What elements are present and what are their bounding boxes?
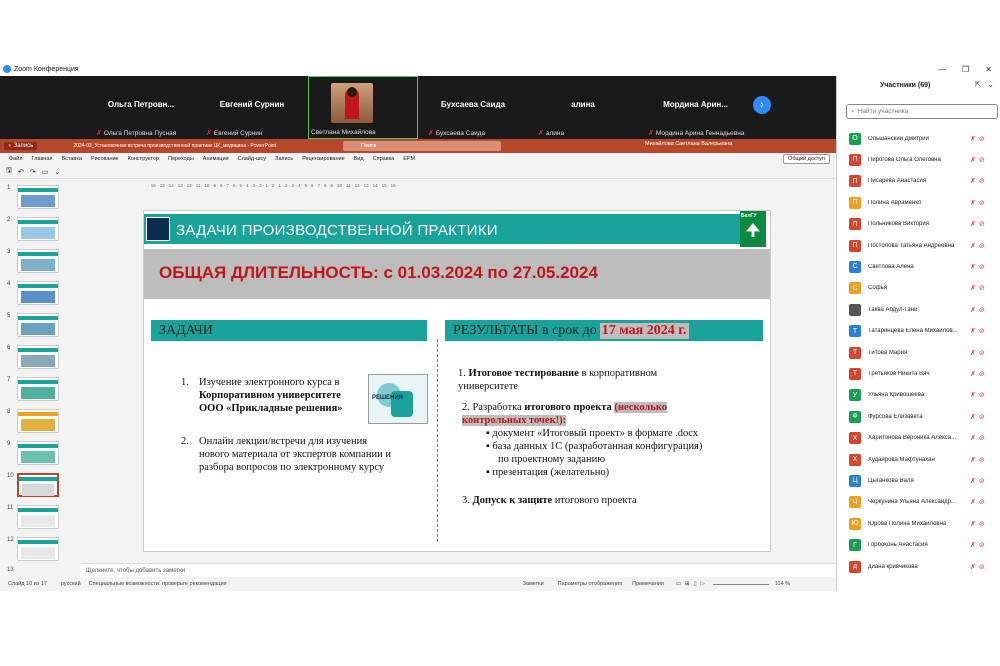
language[interactable]: русский	[60, 581, 81, 587]
notes-pane[interactable]: Щелкните, чтобы добавить заметки	[80, 563, 836, 577]
zoom-level[interactable]: 114 %	[774, 581, 791, 587]
mic-muted-icon: ✗	[970, 263, 976, 271]
avatar: Ф	[849, 411, 861, 423]
slide-thumbnail[interactable]	[17, 537, 59, 561]
participant-name: Черкунина Ульяна Александр...	[868, 499, 956, 506]
avatar: Ю	[849, 518, 861, 530]
thumb-number: 11	[7, 505, 14, 511]
avatar: д	[849, 561, 861, 573]
thumb-number: 13	[7, 567, 14, 573]
app-titlebar	[0, 62, 1000, 76]
participant-row[interactable]	[837, 214, 1000, 235]
tile-caption: ✗ алина	[538, 129, 565, 137]
participant-name: Фурсова Елизавета	[868, 413, 923, 420]
mic-muted-icon: ✗	[970, 349, 976, 357]
participant-name: Юрова Полина Михайловна	[868, 520, 947, 527]
mic-muted-icon: ✗	[970, 328, 976, 336]
participant-status	[970, 563, 985, 571]
avatar: П	[849, 218, 861, 230]
tab-review[interactable]: Рецензирование	[302, 156, 345, 162]
app-title: Zoom Конференция	[14, 65, 79, 73]
avatar: Х	[849, 454, 861, 466]
participant-status	[970, 541, 985, 549]
video-off-icon: ⊘	[978, 135, 985, 143]
avatar	[849, 304, 861, 316]
university-emblem-icon: БелГУ	[740, 211, 766, 247]
participant-name: Татаринцева Елена Михайлов...	[868, 328, 958, 335]
notes-toggle[interactable]: Заметки	[522, 581, 544, 587]
avatar: Г	[849, 539, 861, 551]
participant-status	[970, 498, 985, 506]
results-deadline: 17 мая 2024 г.	[601, 322, 687, 338]
save-icon[interactable]: 🖫	[6, 167, 12, 174]
video-off-icon: ⊘	[978, 263, 985, 271]
tasks-header: ЗАДАЧИ	[151, 320, 427, 341]
tile-name: Бухсаева Саида	[440, 100, 506, 109]
course-illustration: РЕШЕНИЯ	[368, 374, 428, 424]
tab-home[interactable]: Главная	[31, 156, 53, 162]
slide-counter: Слайд 10 из 17	[8, 581, 47, 587]
mic-muted-icon: ✗	[206, 130, 212, 137]
participant-row[interactable]	[837, 513, 1000, 534]
tile-caption: ✗ Евгений Сурнин	[206, 129, 263, 137]
chevron-right-icon: ›	[760, 99, 764, 111]
video-off-icon: ⊘	[978, 242, 985, 250]
participant-status	[970, 370, 985, 378]
participant-name: Титова Мария	[868, 349, 908, 356]
avatar: П	[849, 154, 861, 166]
popout-icon[interactable]: ⇱	[974, 80, 982, 89]
ppt-search-box[interactable]: Поиск	[343, 141, 501, 151]
participant-name: Цыганкова Валя	[868, 477, 914, 484]
tile-name: Евгений Сурнин	[219, 100, 285, 109]
video-tile[interactable]	[196, 76, 308, 139]
avatar: П	[849, 197, 861, 209]
mic-muted-icon: ✗	[970, 306, 976, 314]
participant-status	[970, 477, 985, 485]
record-indicator[interactable]: ● Запись	[4, 142, 37, 150]
tile-name: алина	[571, 100, 595, 109]
participant-row[interactable]	[837, 470, 1000, 491]
participants-panel	[836, 76, 1000, 591]
mic-muted-icon: ✗	[970, 392, 976, 400]
video-off-icon: ⊘	[978, 542, 985, 550]
panel-actions	[975, 80, 994, 89]
participant-name: Постолова Татьяна Андреевна	[868, 242, 955, 249]
result-item-1: 1. Итоговое тестирование в корпоративном университете	[458, 368, 658, 392]
more-icon[interactable]: ⌄	[54, 168, 61, 176]
avatar: Ч	[849, 496, 861, 508]
video-off-icon: ⊘	[978, 520, 985, 528]
participant-row[interactable]	[837, 363, 1000, 384]
slide-thumbnail[interactable]	[17, 249, 59, 273]
participant-row[interactable]	[837, 492, 1000, 513]
participant-row[interactable]	[837, 278, 1000, 299]
mic-muted-icon: ✗	[428, 130, 434, 137]
tab-slideshow[interactable]: Слайд-шоу	[237, 156, 267, 162]
mic-muted-icon: ✗	[970, 156, 976, 164]
slideshow-icon[interactable]: ▭	[41, 168, 49, 176]
reading-view-icon[interactable]: ▯	[693, 581, 697, 587]
window-controls	[930, 62, 1000, 76]
video-tile[interactable]	[86, 76, 196, 139]
participant-status	[970, 391, 985, 399]
view-buttons[interactable]	[676, 581, 705, 587]
participant-row[interactable]	[837, 149, 1000, 170]
avatar: Т	[849, 347, 861, 359]
task-item-2: 2. Онлайн лекции/встречи для изучения нового материала от экспертов компании и разбора вопросов по электронному курсу	[181, 436, 391, 473]
record-dot-icon: ●	[8, 143, 12, 149]
tab-transitions[interactable]: Переходы	[167, 156, 194, 162]
file-title: 2024-03_Установочная встреча производственной практики ЦК_медицина - PowerPoint	[73, 143, 277, 149]
mic-muted-icon: ✗	[970, 520, 976, 528]
logo-icon	[146, 217, 170, 241]
mic-muted-icon: ✗	[970, 370, 976, 378]
thumb-number: 1	[7, 185, 11, 191]
zoom-slider[interactable]	[713, 584, 769, 585]
participant-name: Ульяна Кривошеева	[868, 392, 925, 399]
mic-muted-icon: ✗	[970, 477, 976, 485]
share-button[interactable]: Общий доступ	[783, 154, 830, 164]
video-off-icon: ⊘	[978, 285, 985, 293]
avatar: Т	[849, 368, 861, 380]
participant-search-input[interactable]: ⌕ Найти участника	[846, 104, 998, 119]
quick-access-toolbar	[0, 165, 836, 179]
slide-thumbnail-selected[interactable]	[17, 473, 59, 497]
mic-muted-icon: ✗	[970, 413, 976, 421]
avatar: С	[849, 282, 861, 294]
participant-status	[970, 199, 985, 207]
participant-name: Пирогова Ольга Олеговна	[868, 156, 941, 163]
participant-row[interactable]	[837, 449, 1000, 470]
video-off-icon: ⊘	[978, 456, 985, 464]
participant-row[interactable]	[837, 385, 1000, 406]
powerpoint-window	[0, 139, 836, 591]
mic-muted-icon: ✗	[970, 178, 976, 186]
slide-thumbnail[interactable]	[17, 505, 59, 529]
participant-name: Третьяков Никита Вяч	[868, 370, 930, 377]
participant-row[interactable]	[837, 406, 1000, 427]
participant-name: Горбоконь Анастасия	[868, 542, 928, 549]
slide-canvas[interactable]	[143, 210, 771, 552]
participant-status	[970, 306, 985, 314]
mic-muted-icon: ✗	[970, 563, 976, 571]
maximize-icon[interactable]: ❐	[962, 64, 970, 74]
tab-draw[interactable]: Рисование	[90, 156, 119, 162]
video-off-icon: ⊘	[978, 370, 985, 378]
mic-muted-icon: ✗	[970, 456, 976, 464]
participant-status	[970, 327, 985, 335]
participant-name: Худаярова Мафтунахан	[868, 456, 935, 463]
avatar: О	[849, 133, 861, 145]
slide-thumbnail[interactable]	[17, 345, 59, 369]
mic-muted-icon: ✗	[970, 199, 976, 207]
participant-status	[970, 520, 985, 528]
result-bullets: ▪ документ «Итоговый проект» в формате .docx ▪ база данных 1С (разработанная конфигурация) по проектному заданию ▪ презентация (желательно)	[486, 428, 703, 478]
tile-caption: ✗ Мордина Арина Геннадьевна	[648, 129, 745, 137]
avatar: У	[849, 389, 861, 401]
avatar: С	[849, 261, 861, 273]
video-off-icon: ⊘	[978, 199, 985, 207]
participant-status	[970, 135, 985, 143]
thumb-number: 5	[7, 313, 11, 319]
avatar: Т	[849, 325, 861, 337]
close-icon[interactable]: ✕	[985, 64, 992, 74]
tab-record[interactable]: Запись	[275, 156, 294, 162]
minimize-icon[interactable]: —	[938, 64, 947, 74]
display-settings[interactable]: Параметры отображения	[557, 581, 623, 587]
participant-name: Светлова Алена	[868, 263, 914, 270]
participant-status	[970, 156, 985, 164]
slide-thumbnail[interactable]	[17, 281, 59, 305]
slide-title: ЗАДАЧИ ПРОИЗВОДСТВЕННОЙ ПРАКТИКИ	[176, 222, 498, 239]
participant-row[interactable]	[837, 128, 1000, 149]
tab-help[interactable]: Справка	[372, 156, 395, 162]
search-icon: ⌕	[851, 107, 855, 115]
slide-header-band	[144, 214, 766, 244]
tab-design[interactable]: Конструктор	[127, 156, 159, 162]
tab-animations[interactable]: Анимация	[202, 156, 229, 162]
thumb-number: 6	[7, 345, 11, 351]
video-tile[interactable]	[528, 76, 638, 139]
redo-icon[interactable]: ↷	[29, 168, 36, 176]
participant-row[interactable]	[837, 256, 1000, 277]
tile-name: Ольга Петровн...	[107, 100, 175, 109]
task-item-1: 1. Изучение электронного курса в Корпоративном университете ООО «Прикладные решения»	[181, 377, 343, 414]
participant-video	[331, 83, 373, 123]
participant-status	[970, 456, 985, 464]
thumb-number: 7	[7, 377, 11, 383]
video-off-icon: ⊘	[978, 477, 985, 485]
ppt-user-name: Михайлова Светлана Валерьевна	[645, 141, 733, 147]
avatar: Ц	[849, 475, 861, 487]
video-off-icon: ⊘	[978, 178, 985, 186]
participant-name: Полина Авраменко	[868, 199, 922, 206]
thumb-number: 10	[7, 473, 14, 479]
video-off-icon: ⊘	[978, 563, 985, 571]
duration-text: ОБЩАЯ ДЛИТЕЛЬНОСТЬ: с 01.03.2024 по 27.05.2024	[159, 263, 598, 282]
participant-name: Польникова Виктория	[868, 221, 929, 228]
participant-status	[970, 177, 985, 185]
tab-epm[interactable]: EPM	[403, 156, 416, 162]
mic-muted-icon: ✗	[970, 285, 976, 293]
comments-toggle[interactable]: Примечания	[632, 581, 664, 587]
results-header: РЕЗУЛЬТАТЫ в срок до 17 мая 2024 г.	[445, 320, 763, 341]
thumb-number: 9	[7, 441, 11, 447]
participant-name: диана кривчикова	[868, 563, 918, 570]
participant-row[interactable]	[837, 428, 1000, 449]
video-tile[interactable]	[638, 76, 753, 139]
slide-thumbnail[interactable]	[17, 441, 59, 465]
tab-view[interactable]: Вид	[353, 156, 364, 162]
tab-insert[interactable]: Вставка	[61, 156, 82, 162]
avatar: П	[849, 175, 861, 187]
video-tile-active[interactable]	[308, 76, 418, 139]
participant-row[interactable]	[837, 192, 1000, 213]
ribbon-tabs	[0, 153, 836, 165]
participant-status	[970, 434, 985, 442]
accessibility-status[interactable]: Специальные возможности: проверьте рекомендации	[88, 581, 227, 587]
thumb-number: 2	[7, 217, 11, 223]
mic-muted-icon: ✗	[970, 221, 976, 229]
undo-icon[interactable]: ↶	[17, 168, 24, 176]
tile-name: Мордина Арин...	[663, 100, 728, 109]
participant-row[interactable]	[837, 342, 1000, 363]
participants-title: Участники (69)	[880, 82, 931, 89]
avatar: Х	[849, 432, 861, 444]
video-off-icon: ⊘	[978, 328, 985, 336]
participant-row[interactable]	[837, 535, 1000, 556]
slide-thumbnail[interactable]	[17, 185, 59, 209]
participant-row[interactable]	[837, 556, 1000, 577]
thumb-number: 3	[7, 249, 11, 255]
video-off-icon: ⊘	[978, 392, 985, 400]
result-item-2: 2. Разработка итогового проекта (несколько контрольных точек!):	[462, 402, 668, 426]
horizontal-ruler: · 16 · 15 · 14 · 13 · 12 · 11 · 10 · 9 · 8 · 7 · 6 · 5 · 4 · 3 · 2 · 1 · 0 · 1 · 2 · 3 · 4 · 5 · 6 · 7 · 8 · 9 · 10 · 11 · 12 · 13 · 14 · 15 · 16 ·	[148, 183, 399, 188]
normal-view-icon[interactable]: ▭	[675, 581, 682, 587]
avatar: П	[849, 240, 861, 252]
column-divider	[437, 339, 438, 542]
thumb-number: 4	[7, 281, 11, 287]
video-off-icon: ⊘	[978, 221, 985, 229]
video-tile[interactable]	[418, 76, 528, 139]
thumb-number: 8	[7, 409, 11, 415]
tile-caption: ✗ Ольга Петровна Пусная	[96, 129, 177, 137]
result-item-3: 3. Допуск к защите итогового проекта	[462, 495, 637, 506]
slide-thumbnails	[0, 183, 80, 577]
ppt-titlebar	[0, 139, 836, 153]
mic-muted-icon: ✗	[538, 130, 544, 137]
next-page-button[interactable]	[753, 96, 771, 114]
thumb-number: 12	[7, 537, 14, 543]
participant-status	[970, 284, 985, 292]
participant-name: Ольшанский Дмитрий	[868, 135, 930, 142]
zoom-logo-icon	[3, 65, 11, 73]
video-off-icon: ⊘	[978, 156, 985, 164]
slide-thumbnail[interactable]	[17, 409, 59, 433]
mic-muted-icon: ✗	[970, 499, 976, 507]
participant-row[interactable]	[837, 321, 1000, 342]
video-off-icon: ⊘	[978, 435, 985, 443]
slideshow-view-icon[interactable]: ▷	[700, 581, 705, 587]
participant-status	[970, 263, 985, 271]
mic-muted-icon: ✗	[970, 242, 976, 250]
video-off-icon: ⊘	[978, 306, 985, 314]
chevron-down-icon[interactable]: ⌄	[987, 80, 994, 89]
mic-muted-icon: ✗	[648, 130, 654, 137]
status-bar	[0, 577, 836, 591]
video-off-icon: ⊘	[978, 499, 985, 507]
participant-row[interactable]	[837, 299, 1000, 320]
participant-name: Писарева Анастасия	[868, 178, 927, 185]
tile-caption: Светлана Михайлова	[311, 129, 376, 136]
video-off-icon: ⊘	[978, 413, 985, 421]
participant-status	[970, 413, 985, 421]
participant-name: Харитонова Вероника Алекса...	[868, 435, 957, 442]
mic-muted-icon: ✗	[970, 435, 976, 443]
participant-status	[970, 349, 985, 357]
participant-status	[970, 220, 985, 228]
mic-muted-icon: ✗	[96, 130, 102, 137]
slide-thumbnail[interactable]	[17, 313, 59, 337]
participant-row[interactable]	[837, 171, 1000, 192]
participant-name: Софья	[868, 285, 887, 292]
participant-row[interactable]	[837, 235, 1000, 256]
tile-caption: ✗ Бухсаева Саида	[428, 129, 486, 137]
mic-muted-icon: ✗	[970, 542, 976, 550]
slide-thumbnail[interactable]	[17, 217, 59, 241]
video-off-icon: ⊘	[978, 349, 985, 357]
tab-file[interactable]: Файл	[9, 156, 23, 162]
slide-thumbnail[interactable]	[17, 377, 59, 401]
participant-name: Таква Абдул-Гани	[868, 306, 918, 313]
sorter-view-icon[interactable]: ⊞	[685, 581, 690, 587]
mic-muted-icon: ✗	[970, 135, 976, 143]
video-strip	[0, 76, 836, 139]
participant-status	[970, 242, 985, 250]
